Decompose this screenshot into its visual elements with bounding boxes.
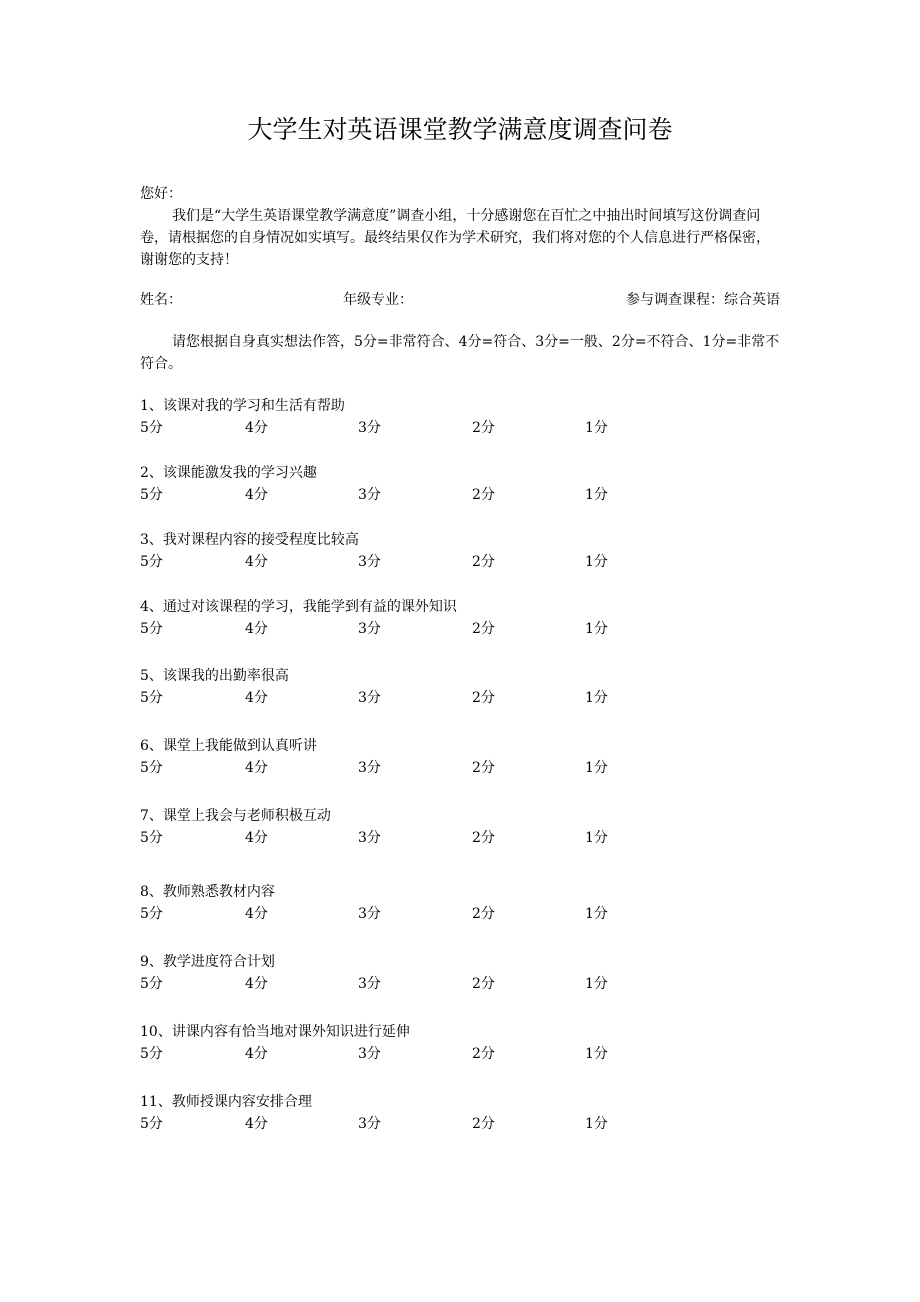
option-1[interactable]: 1分: [585, 420, 608, 436]
greeting: 您好：: [140, 186, 182, 202]
question-item: [140, 462, 780, 510]
question-text: 11、教师授课内容安排合理: [140, 1094, 312, 1110]
option-5[interactable]: 5分: [140, 487, 163, 503]
question-text: 6、课堂上我能做到认真听讲: [140, 738, 317, 754]
question-text: 5、该课我的出勤率很高: [140, 668, 289, 684]
option-4[interactable]: 4分: [245, 621, 268, 637]
question-item: [140, 395, 780, 443]
option-4[interactable]: 4分: [245, 976, 268, 992]
option-4[interactable]: 4分: [245, 420, 268, 436]
option-2[interactable]: 2分: [472, 554, 495, 570]
option-2[interactable]: 2分: [472, 1116, 495, 1132]
option-5[interactable]: 5分: [140, 621, 163, 637]
option-3[interactable]: 3分: [358, 690, 381, 706]
option-4[interactable]: 4分: [245, 487, 268, 503]
question-item: [140, 1091, 780, 1139]
option-3[interactable]: 3分: [358, 906, 381, 922]
question-item: [140, 735, 780, 783]
option-3[interactable]: 3分: [358, 554, 381, 570]
option-3[interactable]: 3分: [358, 830, 381, 846]
option-1[interactable]: 1分: [585, 976, 608, 992]
question-item: [140, 1021, 780, 1069]
option-1[interactable]: 1分: [585, 690, 608, 706]
option-3[interactable]: 3分: [358, 760, 381, 776]
instruction-text: 请您根据自身真实想法作答，5分=非常符合、4分=符合、3分=一般、2分=不符合、1分=非常不符合。: [140, 334, 780, 372]
option-5[interactable]: 5分: [140, 1116, 163, 1132]
intro-paragraph: 我们是“大学生英语课堂教学满意度”调查小组，十分感谢您在百忙之中抽出时间填写这份调查问卷，请根据您的自身情况如实填写。最终结果仅作为学术研究，我们将对您的个人信息进行严格保密，谢谢您的支持！: [140, 208, 770, 268]
page-title: 大学生对英语课堂教学满意度调查问卷: [247, 115, 673, 144]
option-3[interactable]: 3分: [358, 1046, 381, 1062]
option-2[interactable]: 2分: [472, 830, 495, 846]
question-text: 4、通过对该课程的学习，我能学到有益的课外知识: [140, 599, 457, 615]
option-4[interactable]: 4分: [245, 830, 268, 846]
option-4[interactable]: 4分: [245, 906, 268, 922]
option-5[interactable]: 5分: [140, 976, 163, 992]
option-1[interactable]: 1分: [585, 1116, 608, 1132]
option-5[interactable]: 5分: [140, 420, 163, 436]
option-3[interactable]: 3分: [358, 621, 381, 637]
option-1[interactable]: 1分: [585, 487, 608, 503]
option-1[interactable]: 1分: [585, 554, 608, 570]
option-1[interactable]: 1分: [585, 906, 608, 922]
option-1[interactable]: 1分: [585, 760, 608, 776]
option-2[interactable]: 2分: [472, 1046, 495, 1062]
question-item: [140, 951, 780, 999]
question-item: [140, 596, 780, 644]
option-3[interactable]: 3分: [358, 420, 381, 436]
course-label: 参与调查课程：综合英语: [626, 292, 780, 308]
option-1[interactable]: 1分: [585, 1046, 608, 1062]
question-text: 8、教师熟悉教材内容: [140, 884, 275, 900]
option-5[interactable]: 5分: [140, 760, 163, 776]
option-4[interactable]: 4分: [245, 554, 268, 570]
question-item: [140, 881, 780, 929]
option-2[interactable]: 2分: [472, 760, 495, 776]
option-5[interactable]: 5分: [140, 554, 163, 570]
option-5[interactable]: 5分: [140, 690, 163, 706]
option-5[interactable]: 5分: [140, 1046, 163, 1062]
option-4[interactable]: 4分: [245, 1046, 268, 1062]
question-text: 1、该课对我的学习和生活有帮助: [140, 398, 345, 414]
option-3[interactable]: 3分: [358, 1116, 381, 1132]
question-item: [140, 805, 780, 853]
option-2[interactable]: 2分: [472, 621, 495, 637]
question-text: 9、教学进度符合计划: [140, 954, 275, 970]
option-2[interactable]: 2分: [472, 420, 495, 436]
option-4[interactable]: 4分: [245, 690, 268, 706]
option-1[interactable]: 1分: [585, 621, 608, 637]
question-text: 7、课堂上我会与老师积极互动: [140, 808, 331, 824]
option-5[interactable]: 5分: [140, 906, 163, 922]
option-2[interactable]: 2分: [472, 906, 495, 922]
major-label: 年级专业：: [343, 292, 413, 308]
question-text: 3、我对课程内容的接受程度比较高: [140, 532, 359, 548]
question-item: [140, 665, 780, 713]
option-5[interactable]: 5分: [140, 830, 163, 846]
option-4[interactable]: 4分: [245, 1116, 268, 1132]
option-2[interactable]: 2分: [472, 976, 495, 992]
option-3[interactable]: 3分: [358, 487, 381, 503]
option-2[interactable]: 2分: [472, 690, 495, 706]
option-3[interactable]: 3分: [358, 976, 381, 992]
option-2[interactable]: 2分: [472, 487, 495, 503]
option-1[interactable]: 1分: [585, 830, 608, 846]
option-4[interactable]: 4分: [245, 760, 268, 776]
question-text: 2、该课能激发我的学习兴趣: [140, 465, 317, 481]
name-label: 姓名：: [140, 292, 182, 308]
question-item: [140, 529, 780, 577]
question-text: 10、讲课内容有恰当地对课外知识进行延伸: [140, 1024, 410, 1040]
